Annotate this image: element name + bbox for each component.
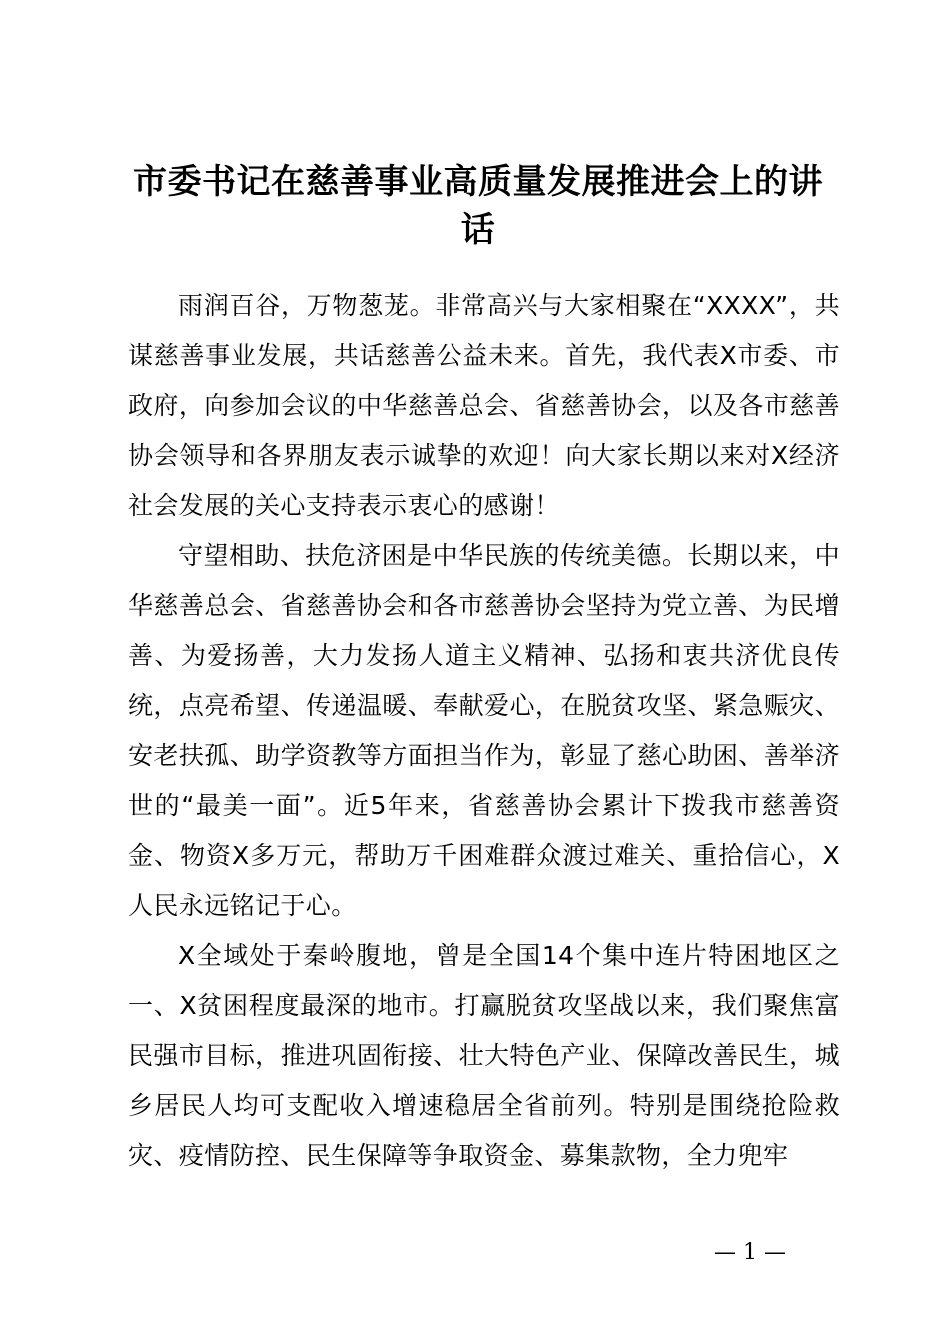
document-title: 市委书记在慈善事业高质量发展推进会上的讲话 — [133, 162, 823, 250]
paragraph-2: 守望相助、扶危济困是中华民族的传统美德。长期以来，中华慈善总会、省慈善协会和各市慈善协会坚持为党立善、为民增善、为爱扬善，大力发扬人道主义精神、弘扬和衷共济优良传统，点亮希望、传递温暖、奉献爱心，在脱贫攻坚、紧急赈灾、安老扶孤、助学资教等方面担当作为，彰显了慈心助困、善举济世的“最美一面”。近5年来，省慈善协会累计下拨我市慈善资金、物资X多万元，帮助万千困难群众渡过难关、重拾信心，X人民永远铭记于心。 — [128, 541, 840, 920]
page-number: — 1 — — [714, 1240, 786, 1265]
paragraph-3: X全域处于秦岭腹地，曾是全国14个集中连片特困地区之一、X贫困程度最深的地市。打赢脱贫攻坚战以来，我们聚焦富民强市目标，推进巩固衔接、壮大特色产业、保障改善民生，城乡居民人均可支配收入增速稳居全省前列。特别是围绕抢险救灾、疫情防控、民生保障等争取资金、募集款物，全力兜牢 — [128, 941, 840, 1170]
document-body — [128, 281, 840, 1181]
paragraph-1: 雨润百谷，万物葱茏。非常高兴与大家相聚在“XXXX”，共谋慈善事业发展，共话慈善公益未来。首先，我代表X市委、市政府，向参加会议的中华慈善总会、省慈善协会，以及各市慈善协会领导和各界朋友表示诚挚的欢迎！向大家长期以来对X经济社会发展的关心支持表示衷心的感谢！ — [128, 291, 840, 520]
